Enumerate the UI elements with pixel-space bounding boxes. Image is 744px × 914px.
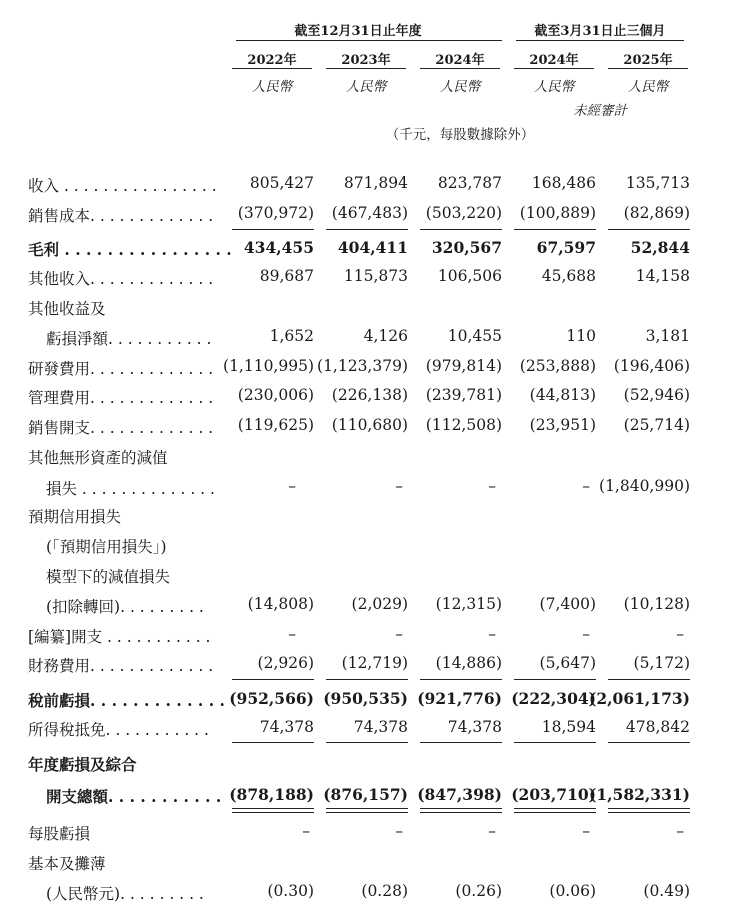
- total-double-rule-2: [326, 808, 408, 813]
- row-eps-rmb: [0, 882, 744, 910]
- label-income-tax: 所得稅抵免. . . . . . . . . . .: [28, 721, 209, 739]
- value-cell: 67,597: [536, 238, 596, 257]
- label-total-l1: 年度虧損及綜合: [28, 755, 137, 774]
- value-cell: 106,506: [437, 267, 502, 285]
- value-cell: 18,594: [541, 718, 596, 736]
- value-cell: –: [488, 477, 496, 495]
- row-impairment: [0, 477, 744, 505]
- value-cell: (503,220): [425, 204, 502, 222]
- subtotal-rule-5: [608, 229, 690, 230]
- value-cell: (203,710): [511, 785, 596, 804]
- value-cell: 823,787: [437, 174, 502, 192]
- year-2022: 2022年: [247, 53, 297, 68]
- currency-4: 人民幣: [533, 79, 575, 95]
- value-cell: 3,181: [645, 327, 690, 345]
- label-impair-l1: 其他無形資產的減值: [28, 449, 168, 467]
- value-cell: 74,378: [447, 718, 502, 736]
- value-cell: (370,972): [237, 204, 314, 222]
- subtotal-rule-3: [420, 229, 502, 230]
- value-cell: –: [288, 477, 296, 495]
- subtotal-rule-2: [326, 229, 408, 230]
- value-cell: –: [288, 625, 296, 643]
- label-impair-l2: 損失 . . . . . . . . . . . . . .: [46, 480, 215, 498]
- value-cell: (119,625): [237, 416, 314, 434]
- year-2024-q1: 2024年: [529, 53, 579, 68]
- total-double-rule-4: [514, 808, 596, 813]
- value-cell: (847,398): [417, 785, 502, 804]
- row-impairment-heading: [0, 446, 744, 474]
- value-cell: (12,315): [435, 595, 502, 613]
- value-cell: 434,455: [243, 238, 314, 257]
- value-cell: (25,714): [623, 416, 690, 434]
- value-cell: (876,157): [323, 785, 408, 804]
- label-eps-l1: 每股虧損: [28, 825, 91, 843]
- subtotal-rule-5: [608, 679, 690, 680]
- value-cell: (0.49): [643, 882, 690, 900]
- value-cell: (1,840,990): [599, 477, 690, 495]
- row-rnd: [0, 357, 744, 385]
- value-cell: (44,813): [529, 386, 596, 404]
- value-cell: (1,110,995): [223, 357, 314, 375]
- header-fiscal-year-group: 截至12月31日止年度: [294, 24, 422, 39]
- value-cell: (110,680): [331, 416, 408, 434]
- value-cell: (5,172): [633, 654, 690, 672]
- year-rule-2: [326, 68, 406, 69]
- value-cell: (979,814): [425, 357, 502, 375]
- value-cell: (7,400): [539, 595, 596, 613]
- subtotal-rule-4: [514, 742, 596, 743]
- header-fiscal-year-rule: [236, 40, 502, 41]
- value-cell: 805,427: [249, 174, 314, 192]
- year-2024: 2024年: [435, 53, 485, 68]
- label-eps-l2: 基本及攤薄: [28, 855, 106, 873]
- value-cell: 871,894: [343, 174, 408, 192]
- value-cell: (878,188): [229, 785, 314, 804]
- subtotal-rule-3: [420, 679, 502, 680]
- unit-note: （千元，每股數據除外）: [385, 127, 535, 143]
- value-cell: (952,566): [229, 689, 314, 708]
- year-2023: 2023年: [341, 53, 391, 68]
- label-redacted: [編纂]開支 . . . . . . . . . . .: [28, 628, 211, 646]
- value-cell: (14,808): [247, 595, 314, 613]
- currency-2: 人民幣: [345, 79, 387, 95]
- total-double-rule-3: [420, 808, 502, 813]
- value-cell: (222,304): [511, 689, 596, 708]
- label-other-income: 其他收入. . . . . . . . . . . . .: [28, 270, 214, 288]
- subtotal-rule-1: [232, 679, 314, 680]
- value-cell: (2,926): [257, 654, 314, 672]
- value-cell: (112,508): [425, 416, 502, 434]
- value-cell: (253,888): [519, 357, 596, 375]
- label-ecl-l3: 模型下的減值損失: [46, 568, 171, 586]
- label-ecl-l2: (「預期信用損失」): [46, 538, 167, 556]
- currency-1: 人民幣: [251, 79, 293, 95]
- subtotal-rule-2: [326, 742, 408, 743]
- year-2025-q1: 2025年: [623, 53, 673, 68]
- label-gross-profit: 毛利 . . . . . . . . . . . . . . . .: [28, 240, 232, 259]
- value-cell: (23,951): [529, 416, 596, 434]
- subtotal-rule-2: [326, 679, 408, 680]
- subtotal-rule-1: [232, 742, 314, 743]
- value-cell: 320,567: [431, 238, 502, 257]
- row-admin: [0, 386, 744, 414]
- label-other-gains-l1: 其他收益及: [28, 300, 106, 318]
- label-ecl-l1: 預期信用損失: [28, 508, 122, 526]
- row-loss-before-tax: [0, 689, 744, 717]
- row-other-gains-heading: [0, 297, 744, 325]
- value-cell: –: [302, 822, 310, 840]
- year-rule-5: [608, 68, 688, 69]
- label-ecl-l4: (扣除轉回). . . . . . . . .: [46, 598, 204, 616]
- row-other-gains: [0, 327, 744, 355]
- total-double-rule-5: [608, 808, 690, 813]
- label-loss-before-tax: 稅前虧損. . . . . . . . . . . . .: [28, 691, 225, 710]
- row-ecl-heading-3: [0, 565, 744, 593]
- value-cell: –: [582, 822, 590, 840]
- value-cell: 89,687: [259, 267, 314, 285]
- value-cell: (2,029): [351, 595, 408, 613]
- label-revenue: 收入 . . . . . . . . . . . . . . . .: [28, 177, 217, 195]
- subtotal-rule-5: [608, 742, 690, 743]
- label-admin: 管理費用. . . . . . . . . . . . .: [28, 389, 214, 407]
- label-finance: 財務費用. . . . . . . . . . . . .: [28, 657, 214, 675]
- row-selling: [0, 416, 744, 444]
- value-cell: (100,889): [519, 204, 596, 222]
- value-cell: 4,126: [363, 327, 408, 345]
- currency-3: 人民幣: [439, 79, 481, 95]
- value-cell: (0.26): [455, 882, 502, 900]
- value-cell: 1,652: [269, 327, 314, 345]
- value-cell: 14,158: [635, 267, 690, 285]
- value-cell: 404,411: [337, 238, 408, 257]
- value-cell: (14,886): [435, 654, 502, 672]
- value-cell: –: [395, 822, 403, 840]
- value-cell: –: [395, 625, 403, 643]
- year-rule-3: [420, 68, 500, 69]
- row-finance-costs: [0, 654, 744, 682]
- value-cell: 115,873: [343, 267, 408, 285]
- value-cell: (0.30): [267, 882, 314, 900]
- label-rnd: 研發費用. . . . . . . . . . . . .: [28, 360, 214, 378]
- value-cell: –: [488, 625, 496, 643]
- unaudited-note: 未經審計: [573, 103, 627, 119]
- value-cell: (230,006): [237, 386, 314, 404]
- row-eps-basic-diluted: [0, 852, 744, 880]
- label-eps-l3: (人民幣元). . . . . . . . .: [46, 885, 204, 903]
- currency-5: 人民幣: [627, 79, 669, 95]
- row-revenue: [0, 174, 744, 202]
- value-cell: (0.06): [549, 882, 596, 900]
- subtotal-rule-4: [514, 679, 596, 680]
- subtotal-rule-1: [232, 229, 314, 230]
- value-cell: –: [582, 477, 590, 495]
- value-cell: 74,378: [259, 718, 314, 736]
- value-cell: (226,138): [331, 386, 408, 404]
- value-cell: (467,483): [331, 204, 408, 222]
- value-cell: 45,688: [541, 267, 596, 285]
- subtotal-rule-4: [514, 229, 596, 230]
- value-cell: (0.28): [361, 882, 408, 900]
- value-cell: (950,535): [323, 689, 408, 708]
- row-cost-of-sales: [0, 204, 744, 232]
- total-double-rule-1: [232, 808, 314, 813]
- value-cell: (1,123,379): [317, 357, 408, 375]
- row-other-income: [0, 267, 744, 295]
- subtotal-rule-3: [420, 742, 502, 743]
- value-cell: (196,406): [613, 357, 690, 375]
- value-cell: 168,486: [531, 174, 596, 192]
- header-quarter-rule: [516, 40, 684, 41]
- label-total-l2: 開支總額. . . . . . . . . . .: [46, 787, 222, 806]
- row-ecl-heading-2: [0, 535, 744, 563]
- value-cell: –: [488, 822, 496, 840]
- row-loss-per-share: [0, 822, 744, 850]
- value-cell: (82,869): [623, 204, 690, 222]
- value-cell: (2,061,173): [589, 689, 690, 708]
- header-quarter-group: 截至3月31日止三個月: [534, 24, 666, 39]
- value-cell: –: [395, 477, 403, 495]
- value-cell: –: [676, 822, 684, 840]
- value-cell: 10,455: [447, 327, 502, 345]
- value-cell: –: [582, 625, 590, 643]
- year-rule-4: [514, 68, 594, 69]
- value-cell: (1,582,331): [589, 785, 690, 804]
- value-cell: 478,842: [625, 718, 690, 736]
- row-ecl: [0, 595, 744, 623]
- value-cell: (921,776): [417, 689, 502, 708]
- value-cell: 110: [566, 327, 596, 345]
- value-cell: 52,844: [630, 238, 690, 257]
- value-cell: (12,719): [341, 654, 408, 672]
- value-cell: (5,647): [539, 654, 596, 672]
- value-cell: –: [676, 625, 684, 643]
- year-rule-1: [232, 68, 312, 69]
- label-other-gains-l2: 虧損淨額. . . . . . . . . . .: [46, 330, 212, 348]
- row-redacted-expenses: [0, 625, 744, 653]
- label-cost-of-sales: 銷售成本. . . . . . . . . . . . .: [28, 207, 214, 225]
- value-cell: 135,713: [625, 174, 690, 192]
- row-ecl-heading-1: [0, 505, 744, 533]
- label-selling: 銷售開支. . . . . . . . . . . . .: [28, 419, 214, 437]
- value-cell: (10,128): [623, 595, 690, 613]
- value-cell: (52,946): [623, 386, 690, 404]
- row-gross-profit: [0, 238, 744, 266]
- value-cell: 74,378: [353, 718, 408, 736]
- row-total-heading: [0, 753, 744, 781]
- value-cell: (239,781): [425, 386, 502, 404]
